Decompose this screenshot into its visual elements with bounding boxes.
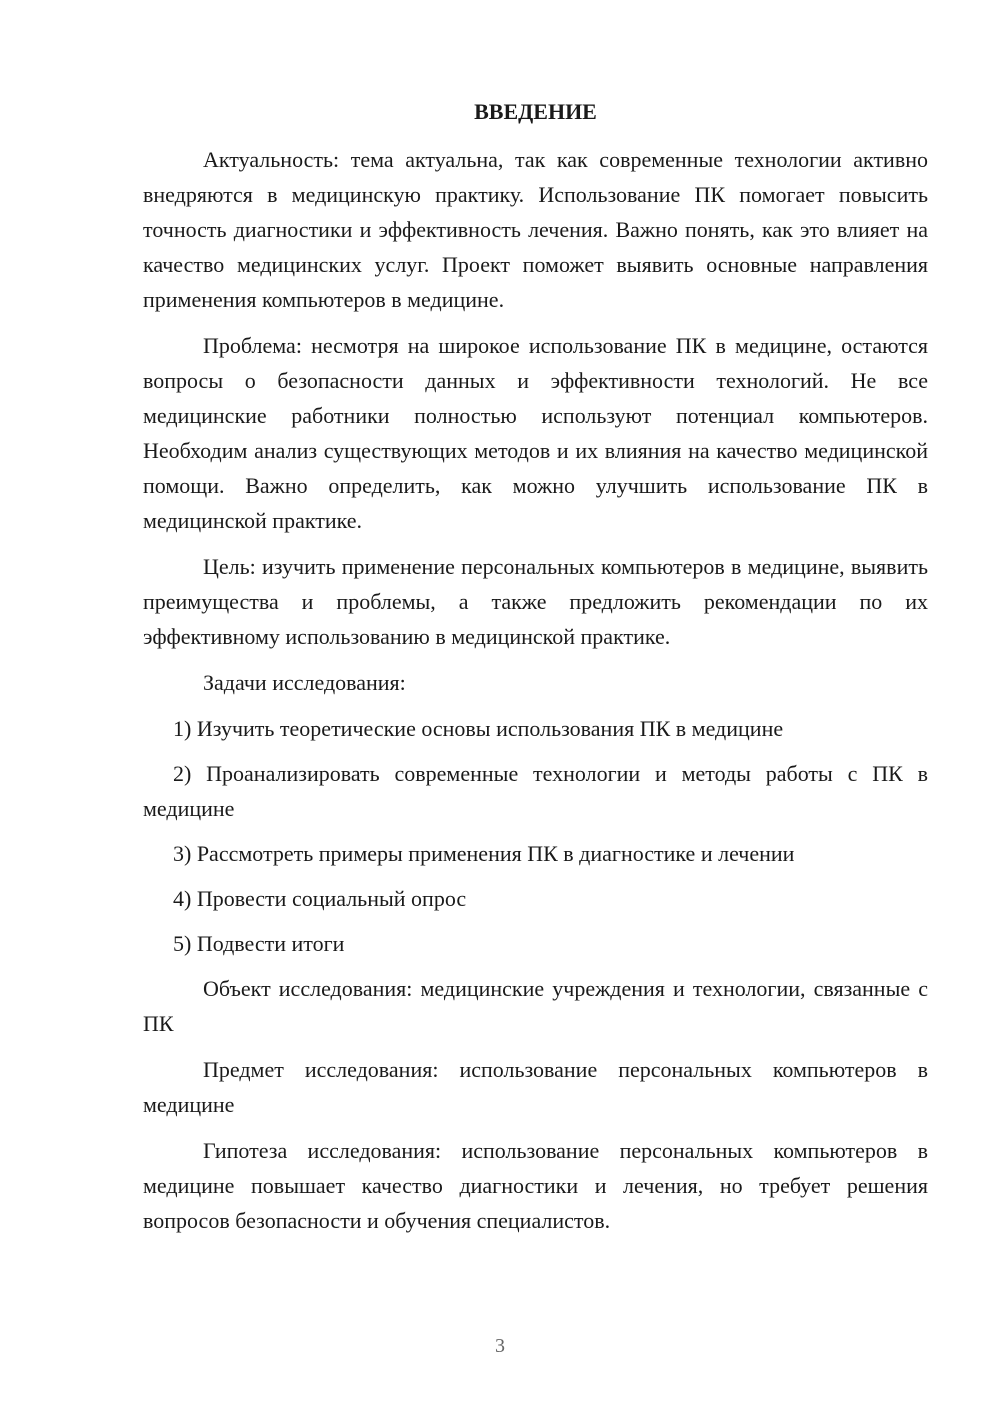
tasks-list <box>143 711 928 961</box>
hypothesis-paragraph: Гипотеза исследования: использование персональных компьютеров в медицине повышает качество диагностики и лечения, но требует решения вопросов безопасности и обучения специалистов. <box>143 1138 928 1233</box>
list-item: 4) Провести социальный опрос <box>173 886 467 911</box>
list-item: 3) Рассмотреть примеры применения ПК в диагностике и лечении <box>173 841 795 866</box>
relevance-paragraph: Актуальность: тема актуальна, так как современные технологии активно внедряются в медицинскую практику. Использование ПК помогает повысить точность диагностики и эффективность лечения. Важно понять, как это влияет на качество медицинских услуг. Проект поможет выявить основные направления применения компьютеров в медицине. <box>143 147 928 312</box>
page-title: ВВЕДЕНИЕ <box>474 99 597 124</box>
problem-paragraph: Проблема: несмотря на широкое использование ПК в медицине, остаются вопросы о безопасности данных и эффективности технологий. Не все медицинские работники полностью используют потенциал компьютеров. Необходим анализ существующих методов и их влияния на качество медицинской помощи. Важно определить, как можно улучшить использование ПК в медицинской практике. <box>143 333 928 533</box>
list-item: 1) Изучить теоретические основы использования ПК в медицине <box>173 716 784 741</box>
list-item: 5) Подвести итоги <box>173 931 345 956</box>
page-number: 3 <box>495 1335 505 1357</box>
goal-paragraph: Цель: изучить применение персональных компьютеров в медицине, выявить преимущества и проблемы, а также предложить рекомендации по их эффективному использованию в медицинской практике. <box>143 554 928 649</box>
list-item: 2) Проанализировать современные технологии и методы работы с ПК в медицине <box>143 761 928 821</box>
tasks-intro: Задачи исследования: <box>203 670 406 695</box>
object-paragraph: Объект исследования: медицинские учреждения и технологии, связанные с ПК <box>143 976 928 1036</box>
subject-paragraph: Предмет исследования: использование персональных компьютеров в медицине <box>143 1057 928 1117</box>
page-content <box>143 96 928 1249</box>
